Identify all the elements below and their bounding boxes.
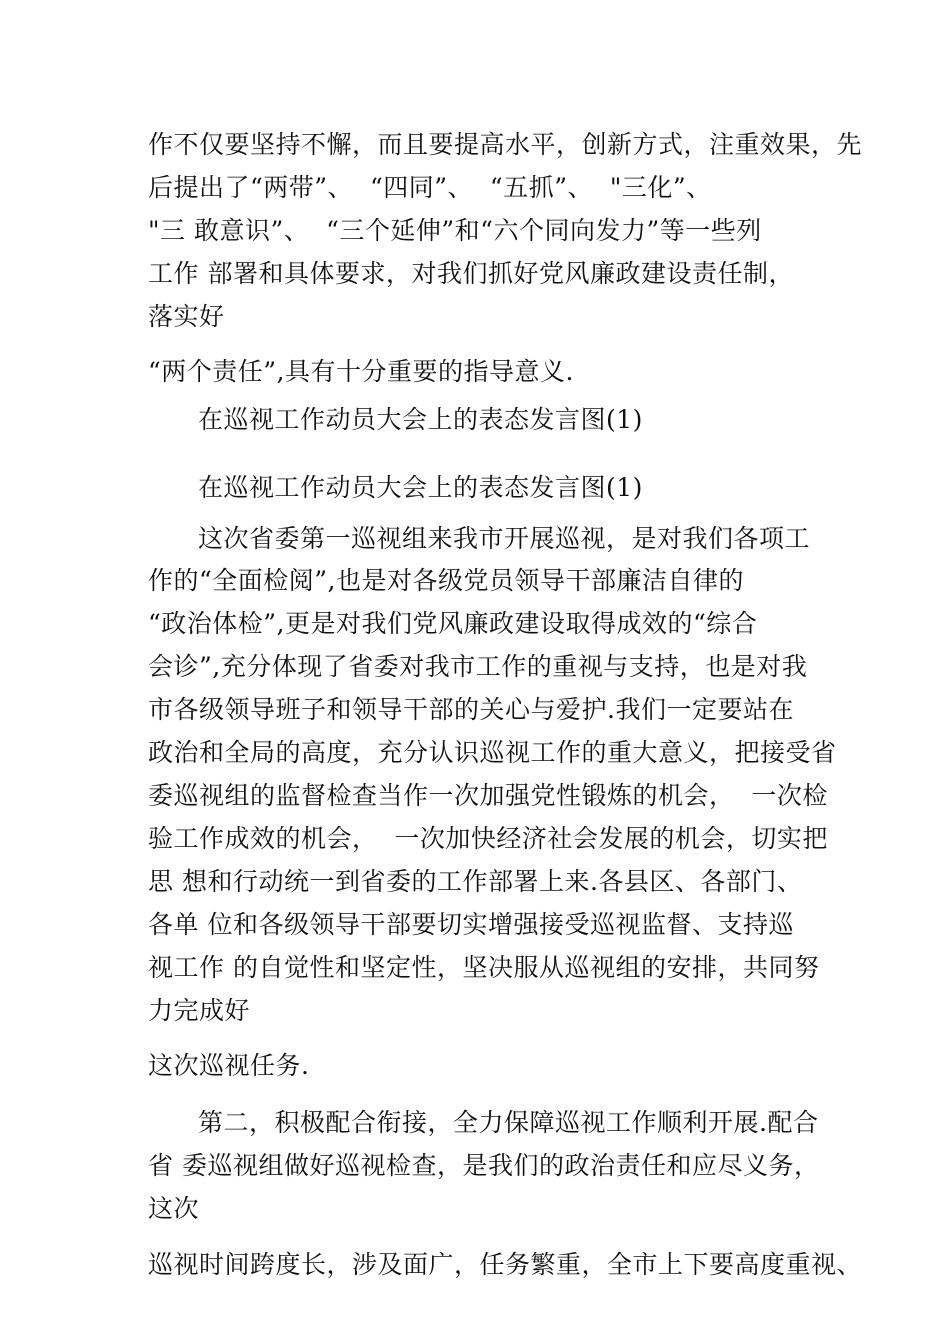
paragraph-line: 委巡视组的监督检查当作一次加强党性锻炼的机会， 一次检: [148, 781, 828, 810]
paragraph-line: “两个责任”,具有十分重要的指导意义.: [148, 357, 574, 386]
paragraph-line: 落实好: [148, 302, 225, 331]
paragraph-line: 这次省委第一巡视组来我市开展巡视，是对我们各项工: [198, 524, 811, 553]
paragraph-line: 验工作成效的机会， 一次加快经济社会发展的机会，切实把: [148, 824, 828, 853]
paragraph-line: 各单 位和各级领导干部要切实增强接受巡视监督、支持巡: [148, 910, 794, 939]
paragraph-line: 作不仅要坚持不懈，而且要提高水平，创新方式，注重效果，先: [148, 130, 863, 159]
paragraph-line: 这次巡视任务.: [148, 1051, 310, 1080]
paragraph-line: 政治和全局的高度，充分认识巡视工作的重大意义，把接受省: [148, 738, 837, 767]
paragraph-line: 市各级领导班子和领导干部的关心与爱护.我们一定要站在: [148, 695, 794, 724]
section-heading: 在巡视工作动员大会上的表态发言图(1): [198, 473, 643, 502]
paragraph-line: 作的“全面检阅”,也是对各级党员领导干部廉洁自律的: [148, 566, 745, 595]
paragraph-line: 省 委巡视组做好巡视检查，是我们的政治责任和应尽义务，: [148, 1151, 820, 1180]
section-heading: 在巡视工作动员大会上的表态发言图(1): [198, 405, 643, 434]
paragraph-line: 思 想和行动统一到省委的工作部署上来.各县区、各部门、: [148, 867, 803, 896]
paragraph-line: 视工作 的自觉性和坚定性，坚决服从巡视组的安排，共同努: [148, 953, 820, 982]
paragraph-line: 力完成好: [148, 996, 251, 1025]
paragraph-line: 后提出了“两带”、 “四同”、 “五抓”、 "三化”、: [148, 173, 712, 202]
paragraph-line: 这次: [148, 1194, 200, 1223]
paragraph-line: 第二，积极配合衔接，全力保障巡视工作顺利开展.配合: [198, 1108, 819, 1137]
paragraph-line: 工作 部署和具体要求，对我们抓好党风廉政建设责任制，: [148, 259, 794, 288]
paragraph-line: "三 敢意识”、 “三个延伸”和“六个同向发力”等一些列: [148, 216, 762, 245]
paragraph-line: 会诊”,充分体现了省委对我市工作的重视与支持，也是对我: [148, 652, 808, 681]
paragraph-line: “政治体检”,更是对我们党风廉政建设取得成效的“综合: [148, 609, 758, 638]
paragraph-line: 巡视时间跨度长，涉及面广，任务繁重，全市上下要高度重视、: [148, 1250, 863, 1279]
